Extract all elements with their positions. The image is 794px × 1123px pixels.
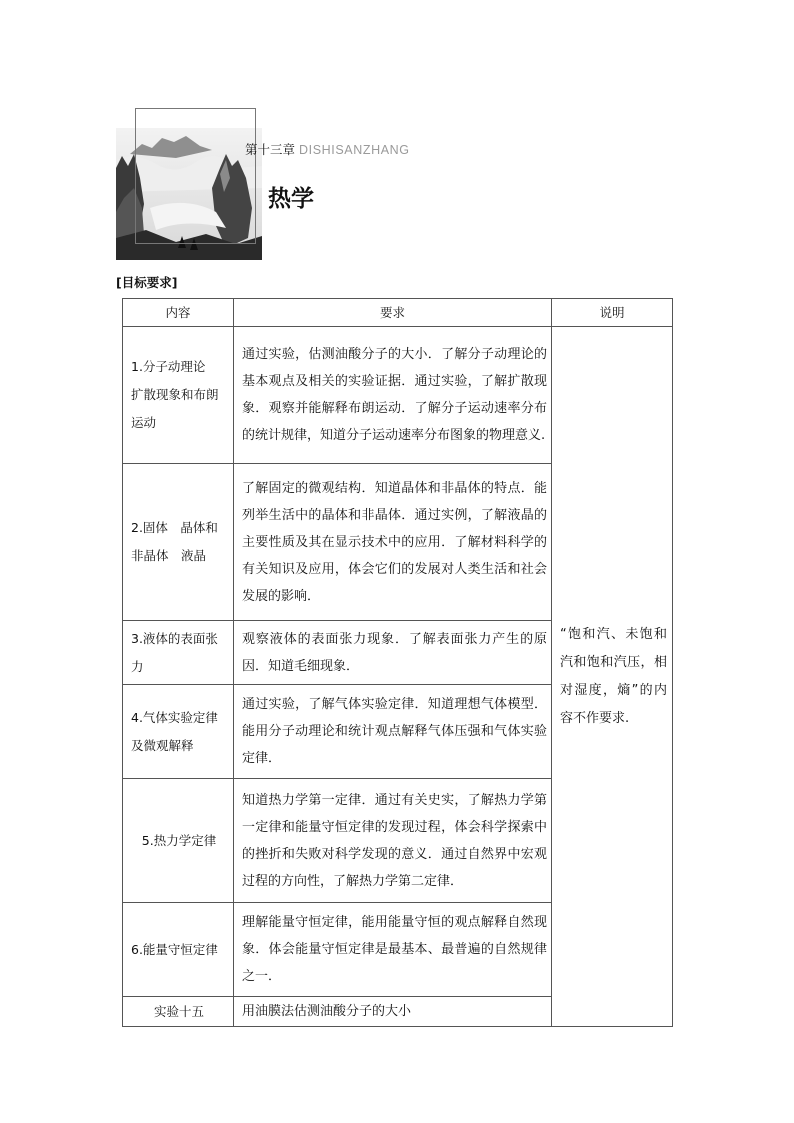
chapter-title: 热学 <box>268 186 314 212</box>
content-cell: 5.热力学定律 <box>123 779 234 903</box>
requirement-cell: 通过实验，了解气体实验定律．知道理想气体模型．能用分子动理论和统计观点解释气体压强和气体实验定律． <box>234 685 552 779</box>
requirement-cell: 通过实验，估测油酸分子的大小．了解分子动理论的基本观点及相关的实验证据．通过实验，了解扩散现象．观察并能解释布朗运动．了解分子运动速率分布的统计规律，知道分子运动速率分布图象的物理意义. <box>234 327 552 464</box>
chapter-pinyin: DISHISANZHANG <box>299 143 410 157</box>
requirement-cell: 知道热力学第一定律．通过有关史实，了解热力学第一定律和能量守恒定律的发现过程，体会科学探索中的挫折和失败对科学发现的意义．通过自然界中宏观过程的方向性，了解热力学第二定律． <box>234 779 552 903</box>
table-row <box>123 327 673 464</box>
content-cell: 3.液体的表面张力 <box>123 621 234 685</box>
requirement-cell: 理解能量守恒定律，能用能量守恒的观点解释自然现象．体会能量守恒定律是最基本、最普遍的自然规律之一． <box>234 903 552 997</box>
content-cell: 2.固体 晶体和非晶体 液晶 <box>123 464 234 621</box>
content-cell: 1.分子动理论 扩散现象和布朗运动 <box>123 327 234 464</box>
table-header-row <box>123 299 673 327</box>
note-cell: “饱和汽、未饱和汽和饱和汽压，相对湿度，熵”的内容不作要求. <box>552 327 673 1027</box>
requirement-cell: 观察液体的表面张力现象．了解表面张力产生的原因．知道毛细现象． <box>234 621 552 685</box>
content-cell: 实验十五 <box>123 997 234 1027</box>
column-header-content: 内容 <box>123 299 234 327</box>
requirements-table <box>122 298 673 1027</box>
requirement-cell: 用油膜法估测油酸分子的大小 <box>234 997 552 1027</box>
section-label: [目标要求] <box>116 275 178 290</box>
column-header-note: 说明 <box>552 299 673 327</box>
content-cell: 4.气体实验定律及微观解释 <box>123 685 234 779</box>
content-cell: 6.能量守恒定律 <box>123 903 234 997</box>
header-frame <box>135 108 256 244</box>
chapter-heading <box>245 140 410 158</box>
requirement-cell: 了解固定的微观结构．知道晶体和非晶体的特点．能列举生活中的晶体和非晶体．通过实例，了解液晶的主要性质及其在显示技术中的应用．了解材料科学的有关知识及应用，体会它们的发展对人类生活和社会发展的影响． <box>234 464 552 621</box>
column-header-requirement: 要求 <box>234 299 552 327</box>
chapter-label: 第十三章 <box>245 142 296 157</box>
